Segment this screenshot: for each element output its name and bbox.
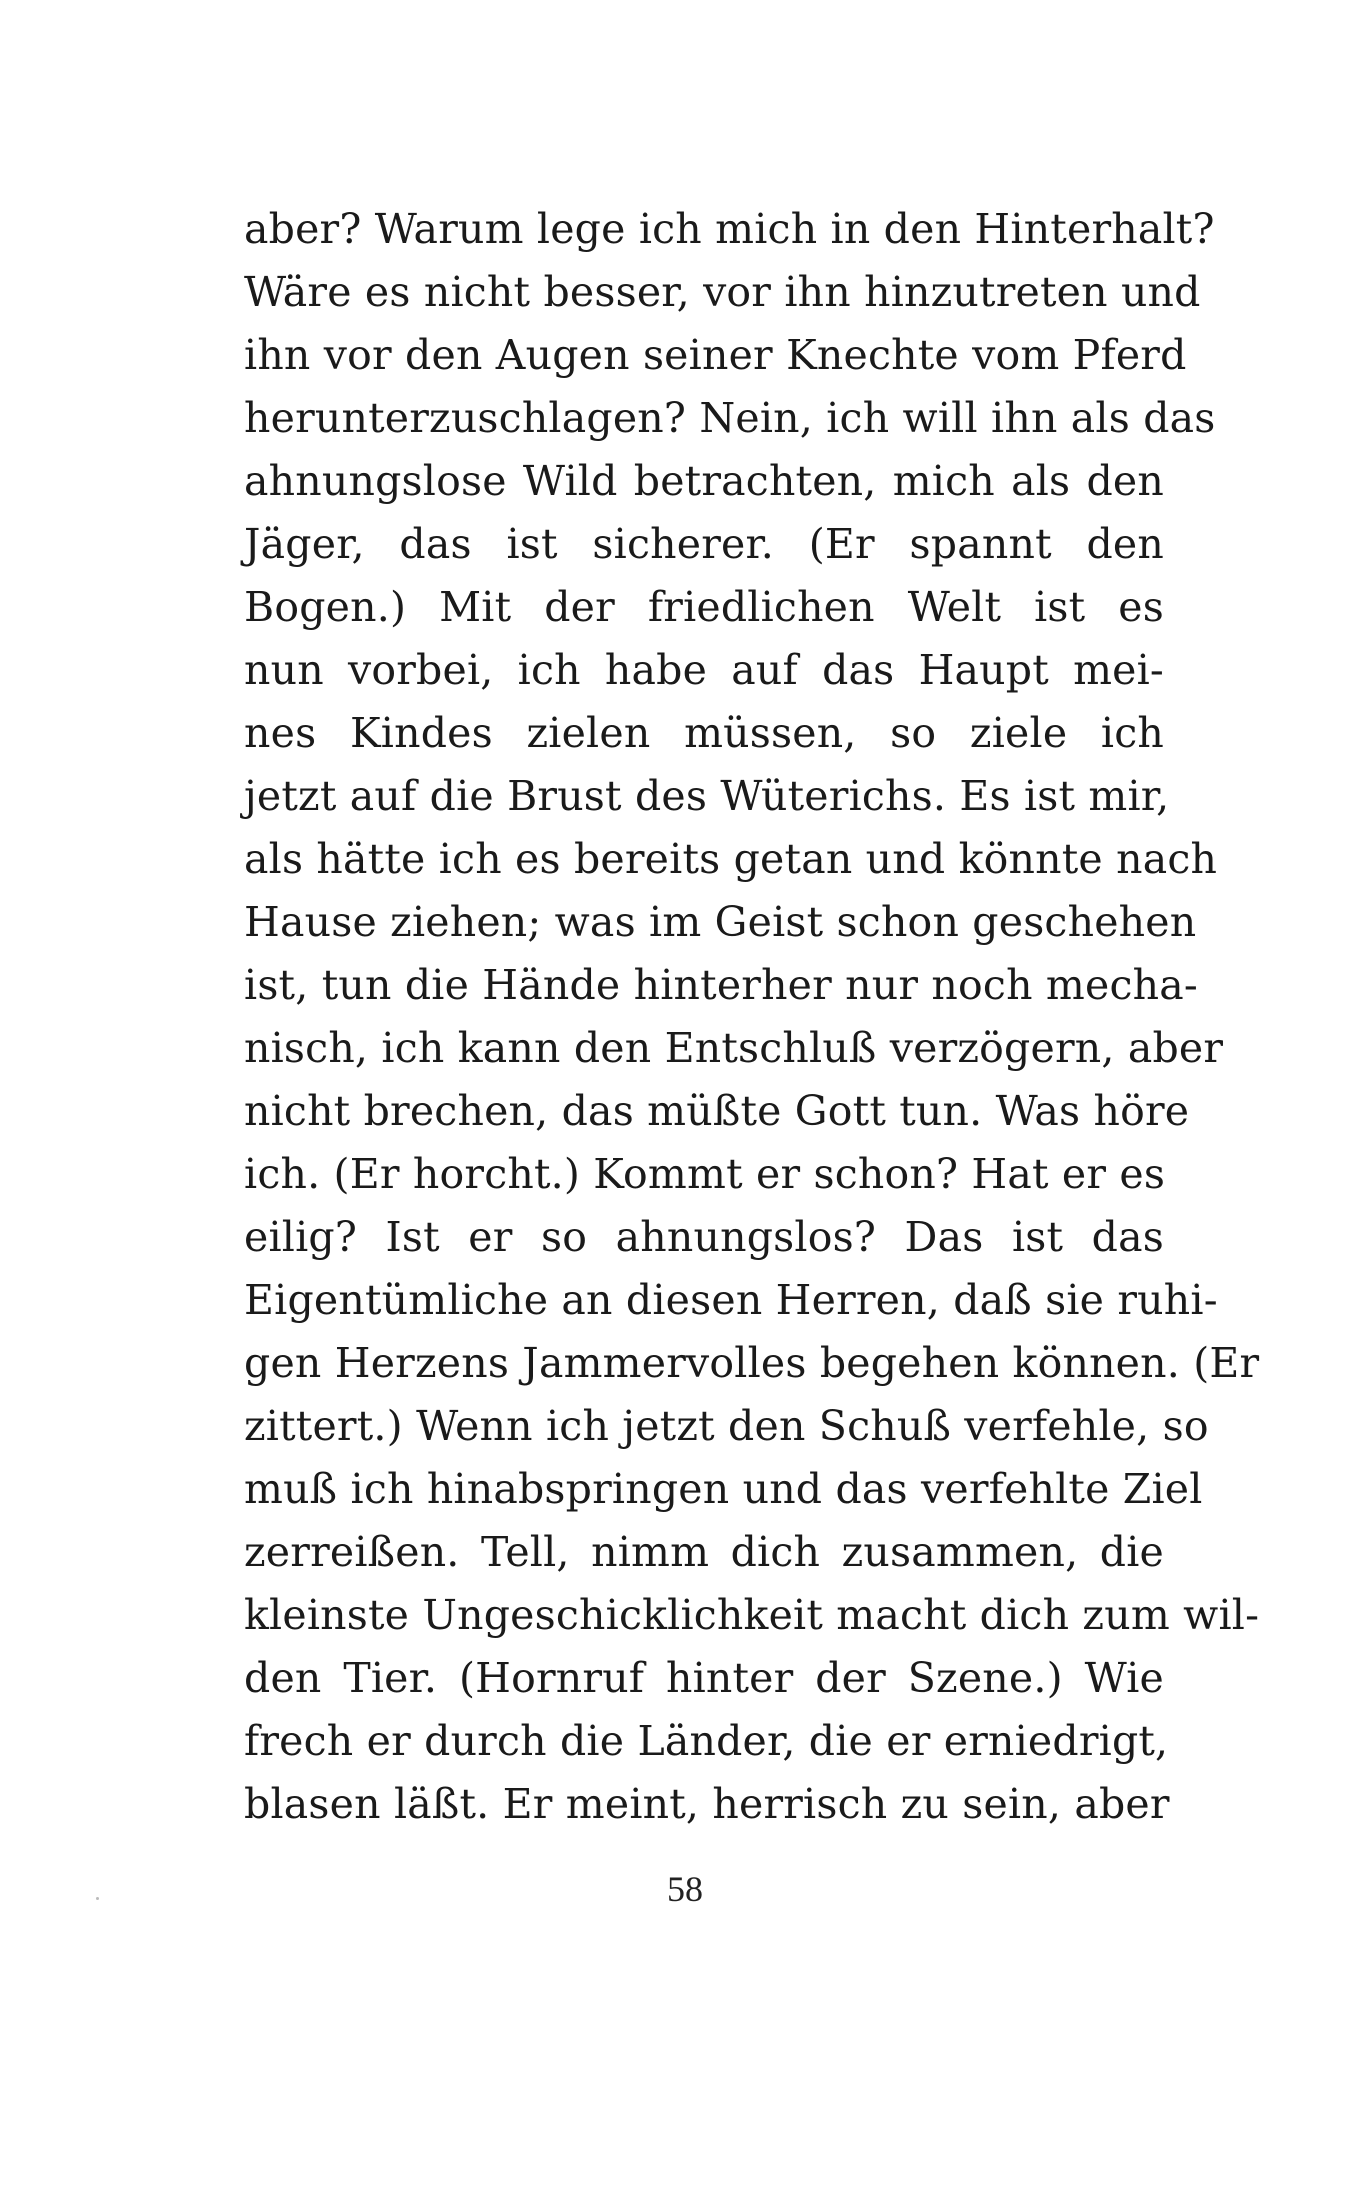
text-line: ihn vor den Augen seiner Knechte vom Pferd — [244, 331, 1187, 379]
text-line: ist, tun die Hände hinterher nur noch mecha- — [244, 961, 1198, 1009]
text-line: gen Herzens Jammervolles begehen können. (Er — [244, 1339, 1260, 1387]
text-line: den Tier. (Hornruf hinter der Szene.) Wie — [244, 1654, 1164, 1702]
text-line: zerreißen. Tell, nimm dich zusammen, die — [244, 1528, 1164, 1576]
text-line: Wäre es nicht besser, vor ihn hinzutreten und — [244, 268, 1201, 316]
text-line: kleinste Ungeschicklichkeit macht dich zum wil- — [244, 1591, 1260, 1639]
text-line: Eigentümliche an diesen Herren, daß sie ruhi- — [244, 1276, 1218, 1324]
text-line: nes Kindes zielen müssen, so ziele ich — [244, 709, 1164, 757]
text-line: blasen läßt. Er meint, herrisch zu sein, aber — [244, 1780, 1170, 1828]
text-line: nicht brechen, das müßte Gott tun. Was höre — [244, 1087, 1190, 1135]
page-number: 58 — [667, 1869, 703, 1909]
text-line: Hause ziehen; was im Geist schon geschehen — [244, 898, 1197, 946]
text-line: muß ich hinabspringen und das verfehlte Ziel — [244, 1465, 1203, 1513]
text-line: aber? Warum lege ich mich in den Hinterhalt? — [244, 205, 1215, 253]
paper-speck — [96, 1897, 99, 1900]
text-line: Jäger, das ist sicherer. (Er spannt den — [244, 520, 1164, 568]
text-line: nun vorbei, ich habe auf das Haupt mei- — [244, 646, 1164, 694]
text-line: herunterzuschlagen? Nein, ich will ihn als das — [244, 394, 1216, 442]
text-line: zittert.) Wenn ich jetzt den Schuß verfehle, so — [244, 1402, 1209, 1450]
text-line: als hätte ich es bereits getan und könnte nach — [244, 835, 1218, 883]
text-line: ich. (Er horcht.) Kommt er schon? Hat er es — [244, 1150, 1166, 1198]
body-text — [244, 198, 1260, 1836]
text-line: nisch, ich kann den Entschluß verzögern, aber — [244, 1024, 1224, 1072]
text-line: Bogen.) Mit der friedlichen Welt ist es — [244, 583, 1164, 631]
text-line: jetzt auf die Brust des Wüterichs. Es ist mir, — [244, 772, 1170, 820]
text-line: frech er durch die Länder, die er erniedrigt, — [244, 1717, 1169, 1765]
text-line: ahnungslose Wild betrachten, mich als den — [244, 457, 1164, 505]
text-line: eilig? Ist er so ahnungslos? Das ist das — [244, 1213, 1164, 1261]
